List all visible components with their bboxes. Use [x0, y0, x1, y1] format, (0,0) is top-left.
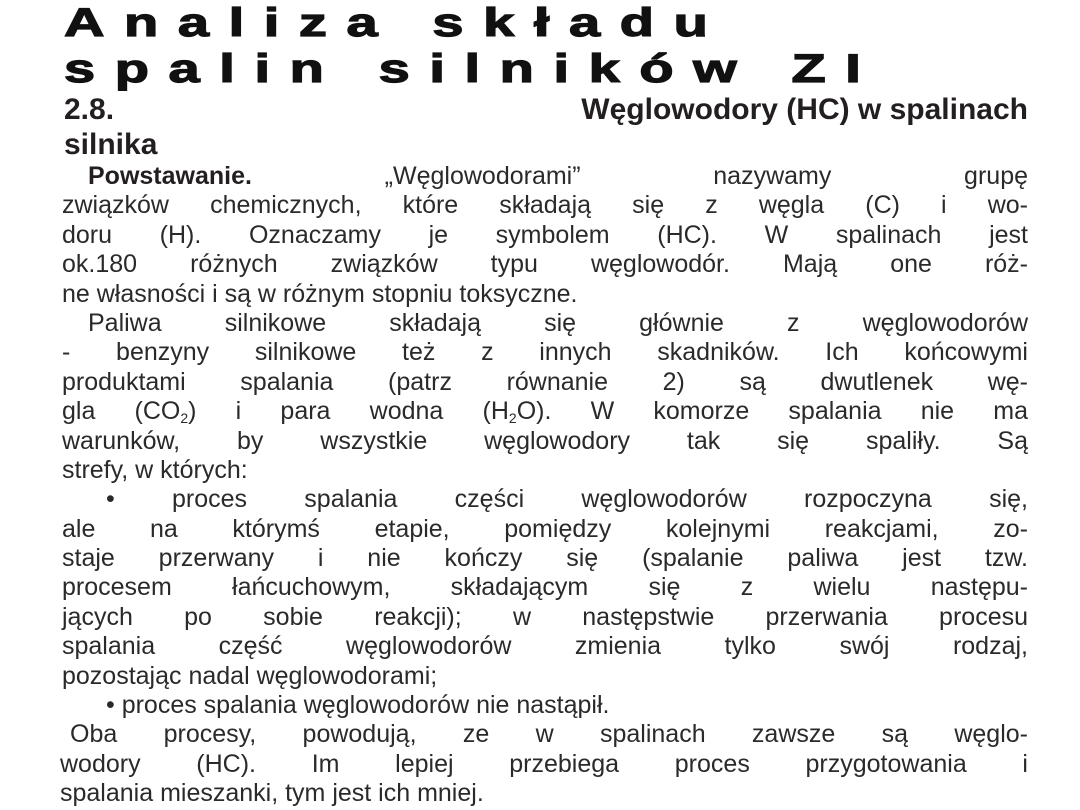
subscript: 2 [180, 410, 189, 427]
bullet-line: spalania część węglowodorów zmienia tylko swój rodzaj, [62, 632, 1028, 661]
section-title: Węglowodory (HC) w spalinach [581, 93, 1028, 126]
bullet-line: • proces spalania węglowodorów nie nastąpił. [106, 691, 610, 720]
bullet-line: jących po sobie reakcji); w następstwie przerwania procesu [62, 602, 1028, 631]
bullet-line: pozostając nadal węglowodorami; [62, 661, 438, 690]
paragraph-line [62, 162, 1028, 191]
bullet-line: ale na którymś etapie, pomiędzy kolejnymi reakcjami, zo- [62, 514, 1028, 543]
paragraph-line: ne własności i są w różnym stopniu toksyczne. [62, 279, 578, 308]
document-body [62, 162, 1028, 809]
paragraph-lead: Powstawanie. [88, 162, 252, 190]
paragraph-line-formula [62, 397, 1028, 426]
paragraph-line: produktami spalania (patrz równanie 2) są dwutlenek wę- [62, 367, 1028, 396]
text: O). W komorze spalania nie ma [516, 397, 1029, 426]
paragraph-line: doru (H). Oznaczamy je symbolem (HC). W spalinach jest [62, 220, 1028, 249]
slide-title-line2: spalin silników ZI [64, 47, 881, 91]
bullet-line: • proces spalania części węglowodorów rozpoczyna się, [106, 485, 1028, 514]
subscript: 2 [508, 410, 517, 427]
paragraph-line: Paliwa silnikowe składają się głównie z węglowodorów [88, 308, 1028, 337]
section-heading-line1 [64, 92, 1028, 127]
section-title-continued: silnika [64, 128, 158, 161]
section-heading [64, 92, 1028, 162]
text: gla (CO [62, 397, 181, 426]
paragraph-line: spalania mieszanki, tym jest ich mniej. [60, 779, 484, 808]
paragraph-line: Oba procesy, powodują, ze w spalinach zawsze są węglo- [70, 720, 1028, 749]
slide-title-line1: Analiza składu [64, 1, 728, 45]
paragraph-line: ok.180 różnych związków typu węglowodór. Mają one róż- [62, 250, 1028, 279]
bullet-line: staje przerwany i nie kończy się (spalanie paliwa jest tzw. [62, 544, 1028, 573]
paragraph-line: - benzyny silnikowe też z innych skadników. Ich końcowymi [62, 338, 1028, 367]
bullet-line: procesem łańcuchowym, składającym się z wielu następu- [62, 573, 1028, 602]
paragraph-text: „Węglowodorami” nazywamy grupę [384, 162, 1029, 190]
paragraph-line: warunków, by wszystkie węglowodory tak się spaliły. Są [62, 426, 1028, 455]
paragraph-line: strefy, w których: [62, 455, 248, 484]
section-number: 2.8. [64, 93, 115, 126]
paragraph-line: związków chemicznych, które składają się z węgla (C) i wo- [62, 191, 1028, 220]
text: ) i para wodna (H [188, 397, 509, 426]
paragraph-line: wodory (HC). Im lepiej przebiega proces przygotowania i [60, 749, 1028, 778]
